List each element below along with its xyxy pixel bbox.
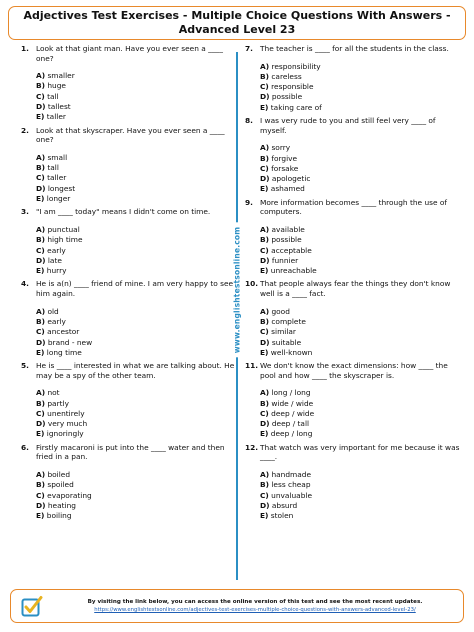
option-text: late <box>45 255 62 265</box>
question-text: He is ____ interested in what we are talking about. He may be a spy of the other team. <box>36 361 235 380</box>
question-stem <box>22 44 236 63</box>
question-stem <box>246 443 460 462</box>
option-text: smaller <box>45 71 75 81</box>
answer-options <box>22 307 236 358</box>
answer-option[interactable] <box>260 256 460 266</box>
answer-option[interactable] <box>260 92 460 102</box>
option-text: unentirely <box>44 408 85 418</box>
option-text: apologetic <box>269 174 311 184</box>
question-number: 7. <box>245 44 253 53</box>
option-letter: B) <box>260 153 270 163</box>
question-9 <box>246 198 460 277</box>
answer-option[interactable] <box>260 470 460 480</box>
footer-test-link[interactable]: https://www.englishtestsonline.com/adjectives-test-exercises-multiple-choice-questions-with-answers-advanced-level-23/ <box>94 607 416 613</box>
option-text: well-known <box>268 347 313 357</box>
answer-option[interactable] <box>260 419 460 429</box>
option-text: ashamed <box>268 184 305 194</box>
option-text: deep / wide <box>268 408 315 418</box>
option-letter: B) <box>36 235 46 245</box>
answer-options <box>246 143 460 194</box>
question-12 <box>246 443 460 522</box>
option-text: small <box>45 152 68 162</box>
footer-box <box>10 589 464 623</box>
option-text: early <box>45 316 66 326</box>
option-text: sorry <box>269 143 291 153</box>
answer-option[interactable] <box>36 429 236 439</box>
answer-option[interactable] <box>260 348 460 358</box>
questions-column-right <box>246 44 460 524</box>
answer-options <box>246 307 460 358</box>
option-letter: D) <box>36 419 46 429</box>
option-letter: C) <box>36 245 45 255</box>
question-number: 3. <box>21 207 29 217</box>
question-number: 4. <box>21 279 29 289</box>
answer-option[interactable] <box>260 338 460 348</box>
question-1 <box>22 44 236 123</box>
option-text: careless <box>269 71 302 81</box>
option-letter: D) <box>36 500 46 510</box>
question-2 <box>22 126 236 205</box>
answer-option[interactable] <box>36 184 236 194</box>
question-text: The teacher is ____ for all the students in the class. <box>260 44 449 53</box>
question-6 <box>22 443 236 522</box>
question-text: I was very rude to you and still feel very ____ of myself. <box>260 116 436 135</box>
question-stem <box>246 116 460 135</box>
option-letter: C) <box>36 408 45 418</box>
question-stem <box>22 443 236 462</box>
option-text: acceptable <box>268 245 312 255</box>
question-4 <box>22 279 236 358</box>
page-title-line-1: Adjectives Test Exercises - Multiple Choice Questions With Answers - <box>23 9 451 22</box>
answer-option[interactable] <box>260 154 460 164</box>
answer-option[interactable] <box>260 491 460 501</box>
question-number: 6. <box>21 442 29 452</box>
answer-options <box>246 470 460 521</box>
option-letter: C) <box>260 490 269 500</box>
answer-option[interactable] <box>36 266 236 276</box>
option-text: spoiled <box>45 480 74 490</box>
option-text: handmade <box>269 469 312 479</box>
option-letter: C) <box>260 245 269 255</box>
option-text: funnier <box>269 255 299 265</box>
answer-option[interactable] <box>36 153 236 163</box>
answer-option[interactable] <box>260 409 460 419</box>
answer-option[interactable] <box>36 399 236 409</box>
option-text: complete <box>269 316 306 326</box>
answer-option[interactable] <box>36 112 236 122</box>
option-text: very much <box>45 419 88 429</box>
question-number: 10. <box>245 279 259 289</box>
answer-options <box>22 153 236 204</box>
answer-option[interactable] <box>36 102 236 112</box>
option-text: tall <box>45 163 59 173</box>
answer-option[interactable] <box>36 511 236 521</box>
option-letter: A) <box>36 388 46 398</box>
option-letter: B) <box>36 316 46 326</box>
option-letter: A) <box>36 469 46 479</box>
option-letter: C) <box>36 173 45 183</box>
option-letter: D) <box>36 102 46 112</box>
answer-option[interactable] <box>36 327 236 337</box>
checkbox-check-icon <box>21 595 43 617</box>
question-number: 9. <box>245 197 253 207</box>
answer-option[interactable] <box>260 82 460 92</box>
option-letter: B) <box>36 81 46 91</box>
option-text: responsible <box>268 82 314 92</box>
answer-option[interactable] <box>260 480 460 490</box>
option-letter: E) <box>260 266 269 276</box>
option-letter: B) <box>260 398 270 408</box>
question-number: 12. <box>245 442 259 452</box>
option-letter: B) <box>260 316 270 326</box>
question-stem <box>246 279 460 298</box>
option-text: boiled <box>45 469 71 479</box>
option-letter: E) <box>260 511 269 521</box>
option-text: not <box>45 388 60 398</box>
answer-option[interactable] <box>36 235 236 245</box>
option-text: long time <box>44 347 82 357</box>
option-text: possible <box>269 235 302 245</box>
option-text: taller <box>44 112 66 122</box>
answer-option[interactable] <box>36 163 236 173</box>
option-letter: A) <box>36 71 46 81</box>
option-letter: E) <box>260 429 269 439</box>
answer-option[interactable] <box>36 470 236 480</box>
answer-option[interactable] <box>260 388 460 398</box>
answer-option[interactable] <box>260 174 460 184</box>
option-letter: D) <box>36 255 46 265</box>
option-letter: A) <box>260 224 270 234</box>
answer-option[interactable] <box>36 348 236 358</box>
option-letter: B) <box>36 398 46 408</box>
option-letter: A) <box>260 469 270 479</box>
option-text: old <box>45 306 59 316</box>
option-letter: E) <box>36 112 45 122</box>
answer-option[interactable] <box>260 399 460 409</box>
answer-option[interactable] <box>260 246 460 256</box>
answer-option[interactable] <box>260 327 460 337</box>
option-text: forgive <box>269 153 298 163</box>
option-letter: C) <box>36 91 45 101</box>
option-text: less cheap <box>269 480 311 490</box>
answer-option[interactable] <box>260 62 460 72</box>
question-text: Look at that skyscraper. Have you ever seen a ____ one? <box>36 125 225 145</box>
question-text: That watch was very important for me because it was ____. <box>260 442 460 462</box>
option-letter: A) <box>260 61 270 71</box>
answer-option[interactable] <box>260 317 460 327</box>
option-letter: C) <box>36 490 45 500</box>
option-letter: E) <box>36 429 45 439</box>
option-text: deep / tall <box>269 419 310 429</box>
option-letter: A) <box>260 306 270 316</box>
option-letter: B) <box>36 163 46 173</box>
title-box <box>8 6 466 40</box>
answer-option[interactable] <box>36 419 236 429</box>
option-letter: B) <box>260 480 270 490</box>
answer-option[interactable] <box>36 194 236 204</box>
footer-note: By visiting the link below, you can access the online version of this test and see the most recent updates. <box>87 599 423 605</box>
answer-option[interactable] <box>260 225 460 235</box>
question-text: We don't know the exact dimensions: how ____ the pool and how ____ the skyscraper is. <box>260 361 448 380</box>
option-letter: D) <box>260 255 270 265</box>
answer-option[interactable] <box>36 480 236 490</box>
option-text: suitable <box>269 337 302 347</box>
option-text: long / long <box>269 388 311 398</box>
option-text: taller <box>44 173 67 183</box>
option-letter: C) <box>260 408 269 418</box>
option-letter: D) <box>260 419 270 429</box>
question-3 <box>22 207 236 276</box>
option-text: high time <box>45 235 83 245</box>
option-text: early <box>44 245 66 255</box>
question-stem <box>22 361 236 380</box>
option-text: longer <box>44 194 71 204</box>
option-letter: B) <box>36 480 46 490</box>
answer-option[interactable] <box>36 307 236 317</box>
question-text: More information becomes ____ through the use of computers. <box>260 197 447 217</box>
page-title-line-2: Advanced Level 23 <box>178 23 296 36</box>
question-stem <box>22 126 236 145</box>
option-letter: A) <box>36 306 46 316</box>
answer-option[interactable] <box>260 143 460 153</box>
option-text: tall <box>44 91 59 101</box>
answer-option[interactable] <box>260 103 460 113</box>
question-stem <box>22 207 236 217</box>
questions-column-left <box>22 44 236 524</box>
option-letter: E) <box>260 347 269 357</box>
answer-option[interactable] <box>260 184 460 194</box>
answer-option[interactable] <box>260 235 460 245</box>
answer-options <box>22 225 236 276</box>
option-letter: B) <box>260 71 270 81</box>
question-stem <box>246 198 460 217</box>
question-5 <box>22 361 236 440</box>
answer-option[interactable] <box>260 501 460 511</box>
question-11 <box>246 361 460 440</box>
option-letter: A) <box>36 152 46 162</box>
answer-option[interactable] <box>260 266 460 276</box>
option-letter: E) <box>260 102 269 112</box>
question-number: 2. <box>21 125 29 135</box>
answer-option[interactable] <box>36 256 236 266</box>
option-letter: E) <box>36 266 45 276</box>
question-text: He is a(n) ____ friend of mine. I am very happy to see him again. <box>36 279 234 299</box>
question-number: 8. <box>245 116 253 126</box>
answer-option[interactable] <box>260 72 460 82</box>
option-letter: D) <box>260 92 270 102</box>
option-text: heating <box>45 500 76 510</box>
option-text: good <box>269 306 290 316</box>
option-text: evaporating <box>44 490 92 500</box>
question-stem <box>246 361 460 380</box>
option-letter: D) <box>36 183 46 193</box>
option-text: boiling <box>44 511 72 521</box>
option-letter: A) <box>36 224 46 234</box>
option-text: deep / long <box>268 429 313 439</box>
option-letter: E) <box>36 347 45 357</box>
option-letter: A) <box>260 143 270 153</box>
option-text: ancestor <box>44 327 80 337</box>
option-text: stolen <box>268 511 294 521</box>
option-letter: C) <box>260 327 269 337</box>
option-text: partly <box>45 398 69 408</box>
answer-option[interactable] <box>36 501 236 511</box>
answer-option[interactable] <box>36 173 236 183</box>
option-letter: C) <box>36 327 45 337</box>
option-text: available <box>269 224 305 234</box>
answer-option[interactable] <box>36 71 236 81</box>
question-8 <box>246 116 460 195</box>
option-text: unvaluable <box>268 490 312 500</box>
option-letter: E) <box>36 511 45 521</box>
option-letter: C) <box>260 163 269 173</box>
option-text: hurry <box>44 266 67 276</box>
option-letter: B) <box>260 235 270 245</box>
answer-option[interactable] <box>36 246 236 256</box>
option-text: tallest <box>45 102 71 112</box>
question-7 <box>246 44 460 113</box>
question-number: 1. <box>21 44 29 53</box>
answer-option[interactable] <box>36 338 236 348</box>
question-10 <box>246 279 460 358</box>
answer-options <box>246 225 460 276</box>
answer-option[interactable] <box>36 317 236 327</box>
option-text: longest <box>45 183 76 193</box>
answer-option[interactable] <box>36 225 236 235</box>
option-letter: C) <box>260 82 269 92</box>
option-letter: E) <box>260 184 269 194</box>
option-letter: D) <box>260 174 270 184</box>
option-text: absurd <box>269 500 298 510</box>
option-letter: A) <box>260 388 270 398</box>
option-text: possible <box>269 92 303 102</box>
option-letter: D) <box>260 500 270 510</box>
answer-options <box>22 470 236 521</box>
option-text: wide / wide <box>269 398 314 408</box>
option-text: responsibility <box>269 61 321 71</box>
answer-option[interactable] <box>36 491 236 501</box>
answer-option[interactable] <box>260 307 460 317</box>
question-text: Look at that giant man. Have you ever seen a ____ one? <box>36 44 223 63</box>
answer-option[interactable] <box>36 409 236 419</box>
question-stem <box>246 44 460 54</box>
option-text: punctual <box>45 224 80 234</box>
question-number: 5. <box>21 361 29 371</box>
question-stem <box>22 279 236 298</box>
question-text: Firstly macaroni is put into the ____ water and then fried in a pan. <box>36 442 225 462</box>
answer-option[interactable] <box>260 511 460 521</box>
option-text: unreachable <box>268 266 317 276</box>
answer-option[interactable] <box>260 164 460 174</box>
answer-option[interactable] <box>36 92 236 102</box>
option-text: huge <box>45 81 66 91</box>
answer-option[interactable] <box>36 388 236 398</box>
answer-options <box>22 388 236 439</box>
watermark-url: www.englishtestsonline.com <box>233 223 242 358</box>
option-text: taking care of <box>268 102 322 112</box>
question-number: 11. <box>245 361 259 371</box>
answer-option[interactable] <box>36 81 236 91</box>
answer-options <box>22 71 236 122</box>
question-text: That people always fear the things they don't know well is a ____ fact. <box>260 279 451 299</box>
option-text: ignoringly <box>44 429 84 439</box>
question-text: "I am ____ today" means I didn't come on time. <box>36 207 211 217</box>
option-letter: E) <box>36 194 45 204</box>
answer-options <box>246 62 460 113</box>
option-letter: D) <box>260 337 270 347</box>
option-text: brand - new <box>45 337 93 347</box>
option-text: similar <box>268 327 296 337</box>
answer-option[interactable] <box>260 429 460 439</box>
option-text: forsake <box>268 163 299 173</box>
answer-options <box>246 388 460 439</box>
option-letter: D) <box>36 337 46 347</box>
